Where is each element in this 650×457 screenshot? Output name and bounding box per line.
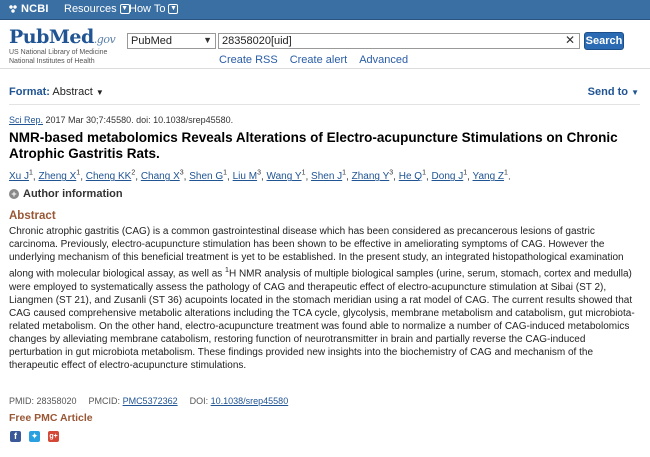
pubmed-logo[interactable]	[9, 26, 115, 66]
author-affiliation-sup: 1	[29, 170, 33, 177]
author-affiliation-sup: 1	[223, 170, 228, 177]
article-identifiers	[9, 396, 288, 406]
pubmed-logo-text: PubMed	[9, 26, 94, 48]
article-title: NMR-based metabolomics Reveals Alterations of Electro-acupuncture Stimulations on Chronic Atrophic Gastritis Rats.	[9, 130, 618, 161]
author-item	[352, 171, 394, 182]
create-rss-link[interactable]: Create RSS	[219, 54, 278, 66]
author-item	[311, 171, 346, 182]
journal-link[interactable]: Sci Rep.	[9, 115, 44, 125]
author-link[interactable]: Yang Z	[472, 171, 505, 183]
author-affiliation-sup: 3	[389, 170, 394, 177]
chevron-down-icon: ▼	[121, 5, 129, 12]
author-item	[141, 171, 184, 182]
author-affiliation-sup: 3	[179, 170, 184, 177]
author-link[interactable]: Shen G	[189, 171, 224, 183]
clear-icon[interactable]: ✕	[564, 33, 575, 47]
doi-link[interactable]: 10.1038/srep45580	[210, 396, 289, 406]
database-select[interactable]	[127, 33, 216, 49]
format-value: Abstract	[52, 86, 93, 98]
search-sublinks	[219, 54, 408, 66]
google-plus-icon[interactable]: g+	[49, 433, 58, 440]
author-affiliation-sup: 1	[504, 170, 508, 177]
author-link[interactable]: Zheng X	[38, 171, 77, 183]
ncbi-top-bar	[0, 0, 650, 20]
citation-details: 2017 Mar 30;7:45580. doi: 10.1038/srep45580.	[43, 115, 234, 125]
chevron-down-icon: ▼	[170, 5, 177, 12]
resources-menu-label: Resources	[64, 3, 117, 15]
author-item	[86, 171, 136, 182]
expand-plus-icon: +	[9, 189, 19, 199]
author-link[interactable]: Zhang Y	[351, 171, 390, 183]
pmcid-label: PMCID:	[88, 396, 123, 406]
citation	[9, 115, 233, 125]
abstract-text-part1: Chronic atrophic gastritis (CAG) is a common gastrointestinal disease which has been considered as precancerous lesions of gastric carcinoma. Previously, electro-acupuncture stimulation has been shown to be effective in ameliorating symptoms of CAG. However the underlying mechanism of this beneficial treatment is yet to be established. In the present study, an integrated histopathological examination along with molecular biological assay, as well as	[9, 226, 624, 280]
author-affiliation-sup: 1	[76, 170, 81, 177]
chevron-down-icon: ▼	[631, 88, 639, 97]
author-link[interactable]: Wang Y	[266, 171, 302, 183]
twitter-icon[interactable]: ✦	[30, 431, 39, 441]
author-link[interactable]: Chang X	[140, 171, 180, 183]
author-link[interactable]: Liu M	[232, 171, 258, 183]
format-label: Format:	[9, 86, 50, 98]
author-link[interactable]: Cheng KK	[85, 171, 132, 183]
send-to-label: Send to	[587, 86, 629, 98]
resources-menu[interactable]	[64, 3, 130, 15]
author-item	[189, 171, 227, 182]
author-link[interactable]: Dong J	[431, 171, 464, 183]
how-to-menu[interactable]	[129, 3, 178, 15]
create-alert-link[interactable]: Create alert	[289, 54, 348, 66]
author-affiliation-sup: 1	[301, 170, 306, 177]
advanced-link[interactable]: Advanced	[359, 54, 409, 66]
author-item	[399, 171, 426, 182]
search-input[interactable]	[218, 33, 580, 49]
format-selector[interactable]	[9, 86, 104, 98]
ncbi-logo[interactable]	[8, 3, 49, 15]
author-affiliation-sup: 1	[463, 170, 468, 177]
author-affiliation-sup: 1	[342, 170, 347, 177]
send-to-menu[interactable]	[588, 86, 639, 98]
author-item	[473, 171, 508, 182]
how-to-menu-label: How To	[129, 3, 166, 15]
abstract-text	[9, 225, 639, 372]
author-item	[432, 171, 468, 182]
author-list: Xu $J^1$, Zheng $X^1$, Cheng $KK^2$, Chang $X^3$, Shen $G^1$, Liu $M^3$, Wang $Y^1$, Shen $J^1$, Zhang $Y^3$, He $Q^1$, Dong $J^1$, Yang $Z^1$.	[9, 170, 511, 183]
free-pmc-article-label: Free PMC Article	[9, 412, 93, 424]
doi	[190, 396, 289, 406]
pmcid-link[interactable]: PMC5372362	[122, 396, 178, 406]
nih-label: National Institutes of Health	[9, 58, 95, 65]
abstract-heading: Abstract	[9, 210, 56, 222]
facebook-icon[interactable]: f	[10, 431, 21, 442]
chevron-down-icon: ▼	[95, 88, 104, 97]
chevron-down-icon: ▼	[203, 35, 212, 45]
author-link[interactable]: Xu J	[9, 171, 30, 183]
author-item	[267, 171, 306, 182]
database-select-value: PubMed	[131, 35, 172, 47]
pubmed-logo-gov: .gov	[93, 33, 116, 46]
author-link[interactable]: Shen J	[311, 171, 343, 183]
nlm-label: US National Library of Medicine	[9, 49, 108, 56]
divider	[9, 104, 640, 105]
author-affiliation-sup: 2	[131, 170, 136, 177]
ncbi-logo-text: NCBI	[21, 3, 49, 15]
author-item	[38, 171, 80, 182]
ncbi-logo-icon	[8, 4, 18, 14]
social-share	[10, 431, 59, 442]
author-link[interactable]: He Q	[398, 171, 423, 183]
author-information-toggle[interactable]	[9, 188, 123, 200]
author-item	[9, 171, 33, 182]
doi-label: DOI:	[189, 396, 211, 406]
pmcid	[89, 396, 178, 406]
author-information-label: Author information	[23, 188, 123, 200]
author-affiliation-sup: 1	[422, 170, 426, 177]
search-button[interactable]: Search	[584, 32, 624, 50]
abstract-sup: 1	[225, 267, 229, 275]
pubmed-header	[0, 21, 650, 69]
pmid: PMID: 28358020	[9, 396, 77, 406]
author-affiliation-sup: 3	[257, 170, 261, 177]
abstract-text-part2: H NMR analysis of multiple biological samples (urine, serum, stomach, cortex and medulla) were employed to systematically assess the pathology of CAG and therapeutic effect of electro-acupuncture stimulation at Sibai (ST 2), Liangmen (ST 21), and Zusanli (ST 36) acupoints located in the stomach meridian using a rat model of CAG. The current results showed that CAG caused comprehensive metabolic alterations including the TCA cycle, glycolysis, membrane metabolism and catabolism, gut microbiota-related metabolism. On the other hand, electro-acupuncture treatment was found able to normalize a number of CAG-induced metabolomics changes by alleviating membrane catabolism, restoring function of neurotransmitter in brain and partially reverse the CAG-induced perturbation in gut microbiota metabolism. These findings provided new insights into the biochemistry of CAG and mechanism of the therapeutic effect of electro-acupuncture stimulations.	[9, 268, 635, 372]
search-input-value: 28358020[uid]	[222, 35, 292, 47]
author-item	[233, 171, 261, 182]
